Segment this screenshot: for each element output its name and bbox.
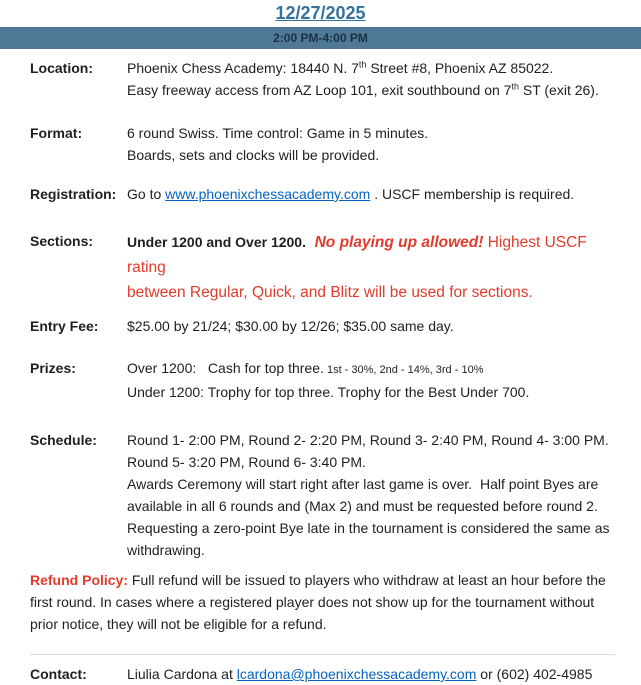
prizes-line-1 (127, 357, 615, 381)
format-content (127, 122, 615, 166)
contact-email-link[interactable]: lcardona@phoenixchessacademy.com (236, 666, 477, 682)
registration-text-after: . USCF membership is required. (370, 186, 575, 202)
entry-fee-content (127, 315, 615, 337)
prizes-over-1200-text: Over 1200: Cash for top three. (127, 360, 324, 376)
prizes-row (30, 357, 615, 403)
entry-fee-label: Entry Fee: (30, 318, 99, 334)
schedule-row (30, 429, 615, 561)
sections-divisions-text: Under 1200 and Over 1200. (127, 234, 306, 250)
contact-line (127, 663, 615, 685)
location-directions-rest: ST (exit 26). (518, 82, 599, 98)
prizes-label: Prizes: (30, 360, 76, 376)
format-line-1: 6 round Swiss. Time control: Game in 5 minutes. (127, 125, 429, 141)
format-line-2: Boards, sets and clocks will be provided. (127, 147, 380, 163)
prizes-percentages-text: 1st - 30%, 2nd - 14%, 3rd - 10% (323, 364, 484, 376)
contact-row (30, 654, 615, 685)
format-label: Format: (30, 125, 83, 141)
location-label: Location: (30, 60, 93, 76)
refund-policy-label: Refund Policy: (30, 572, 129, 588)
prizes-content (127, 357, 615, 403)
schedule-line: Requesting a zero-point Bye late in the tournament is considered the same as (127, 520, 610, 536)
sections-content (127, 230, 615, 305)
sections-rating-rule-text: Highest USCF rating (127, 234, 592, 276)
ordinal-superscript: th (511, 81, 519, 92)
registration-label: Registration: (30, 186, 117, 202)
entry-fee-row (30, 315, 615, 337)
registration-website-link[interactable]: www.phoenixchessacademy.com (165, 186, 371, 202)
location-line-2 (127, 79, 615, 101)
entry-fee-line: $25.00 by 21/24; $30.00 by 12/26; $35.00 same day. (127, 318, 454, 334)
schedule-line: Awards Ceremony will start right after last game is over. Half point Byes are (127, 476, 599, 492)
sections-warning-text: No playing up allowed! (306, 234, 484, 251)
location-line-1 (127, 57, 615, 79)
format-row (30, 122, 615, 166)
registration-row (30, 183, 615, 205)
location-address-text: Phoenix Chess Academy: 18440 N. 7 (127, 60, 359, 76)
schedule-label: Schedule: (30, 432, 97, 448)
registration-content (127, 183, 615, 205)
contact-name-text: Liulia Cardona at (127, 666, 237, 682)
registration-line (127, 183, 615, 205)
sections-line-1 (127, 230, 615, 280)
registration-text: Go to (127, 186, 166, 202)
sections-line-2 (127, 280, 615, 305)
event-time-bar: 2:00 PM-4:00 PM (0, 27, 641, 49)
flyer-body (0, 57, 641, 685)
contact-phone-text: or (602) 402-4985 (476, 666, 593, 682)
schedule-line: withdrawing. (127, 542, 205, 558)
schedule-line: Round 1- 2:00 PM, Round 2- 2:20 PM, Round 3- 2:40 PM, Round 4- 3:00 PM. (127, 432, 609, 448)
schedule-line: available in all 6 rounds and (Max 2) and must be requested before round 2. (127, 498, 598, 514)
contact-content (127, 663, 615, 685)
location-directions-text: Easy freeway access from AZ Loop 101, exit southbound on 7 (127, 82, 512, 98)
schedule-line: Round 5- 3:20 PM, Round 6- 3:40 PM. (127, 454, 366, 470)
refund-policy-paragraph (30, 569, 615, 635)
prizes-line-2: Under 1200: Trophy for top three. Trophy for the Best Under 700. (127, 384, 530, 400)
ordinal-superscript: th (358, 59, 367, 70)
location-address-rest: Street #8, Phoenix AZ 85022. (366, 60, 554, 76)
contact-label: Contact: (30, 666, 87, 682)
sections-row (30, 230, 615, 305)
sections-rating-rule-text-2: between Regular, Quick, and Blitz will be used for sections. (127, 284, 533, 301)
event-date-heading: 12/27/2025 (275, 3, 366, 23)
sections-label: Sections: (30, 233, 94, 249)
location-row (30, 57, 615, 101)
location-content (127, 57, 615, 101)
schedule-content (127, 429, 615, 561)
refund-policy-text: Full refund will be issued to players who withdraw at least an hour before the first round. In cases where a registered player does not show up for the tournament without prior notice, they will not be eligible for a refund. (30, 572, 606, 632)
